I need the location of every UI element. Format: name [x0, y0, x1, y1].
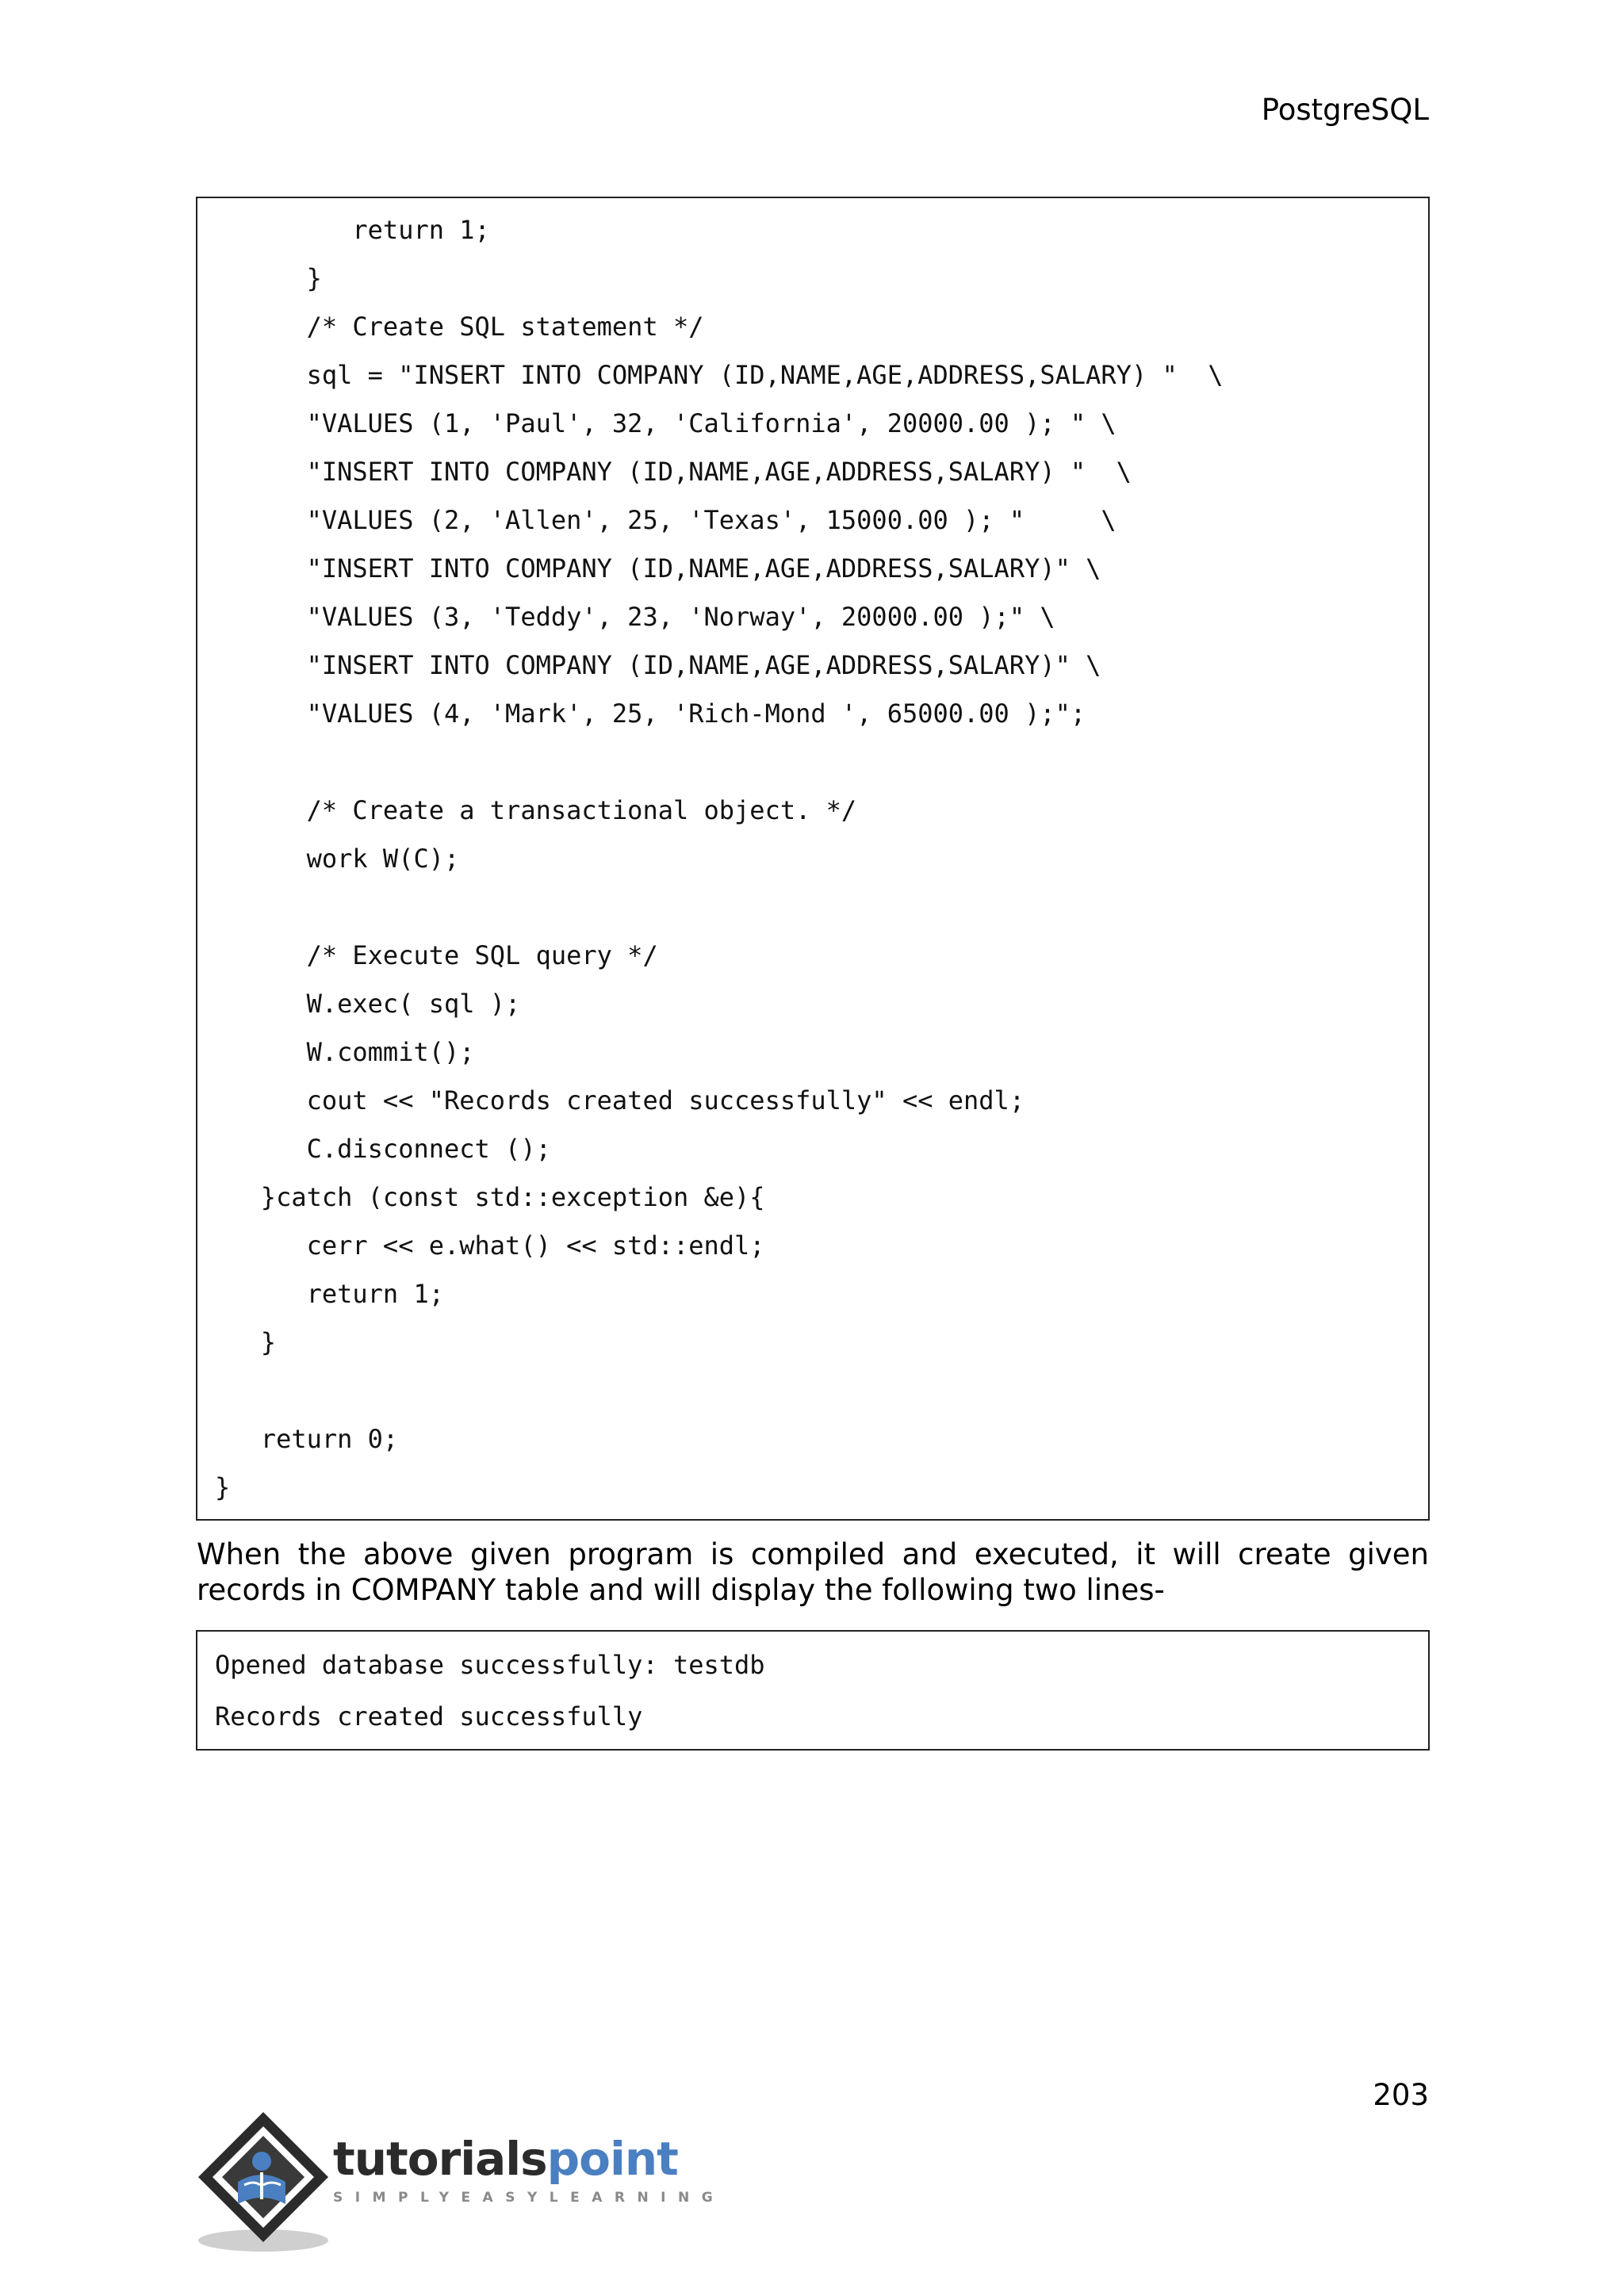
code-line: return 0;	[215, 1424, 399, 1454]
tutorialspoint-logo-icon	[193, 2106, 336, 2256]
code-line: "VALUES (3, 'Teddy', 23, 'Norway', 20000.00 );" \	[215, 602, 1055, 632]
logo-wordmark-part2: point	[546, 2132, 678, 2186]
output-block	[196, 1630, 1430, 1751]
code-line: cerr << e.what() << std::endl;	[215, 1230, 765, 1261]
code-block	[196, 197, 1430, 1521]
body-paragraph: When the above given program is compiled and executed, it will create given records in COMPANY table and will display the following two lines-	[197, 1537, 1429, 1607]
code-line: /* Execute SQL query */	[215, 940, 658, 970]
code-line: }	[215, 1327, 277, 1357]
logo-wordmark-part1: tutorials	[333, 2132, 547, 2186]
page-header-title: PostgreSQL	[1261, 93, 1429, 127]
code-line: }catch (const std::exception &e){	[215, 1182, 765, 1212]
code-line: W.commit();	[215, 1037, 475, 1067]
code-line: cout << "Records created successfully" << endl;	[215, 1085, 1025, 1115]
code-line: return 1;	[215, 215, 490, 245]
logo-wordmark	[333, 2132, 678, 2186]
code-line: "VALUES (4, 'Mark', 25, 'Rich-Mond ', 65000.00 );";	[215, 698, 1086, 729]
code-line: return 1;	[215, 1279, 444, 1309]
code-line: "VALUES (1, 'Paul', 32, 'California', 20000.00 ); " \	[215, 408, 1116, 438]
code-line: "INSERT INTO COMPANY (ID,NAME,AGE,ADDRESS,SALARY) " \	[215, 457, 1132, 487]
code-line: /* Create SQL statement */	[215, 312, 704, 342]
code-line: Opened database successfully: testdb	[215, 1650, 765, 1680]
page-number: 203	[1373, 2078, 1429, 2112]
code-line: }	[215, 263, 322, 293]
code-line: work W(C);	[215, 844, 460, 874]
code-line: /* Create a transactional object. */	[215, 795, 857, 825]
code-line: "INSERT INTO COMPANY (ID,NAME,AGE,ADDRESS,SALARY)" \	[215, 553, 1101, 584]
code-line: }	[215, 1472, 231, 1502]
code-line: W.exec( sql );	[215, 989, 521, 1019]
logo-tagline: SIMPLYEASYLEARNING	[333, 2190, 726, 2206]
code-line: Records created successfully	[215, 1701, 643, 1732]
code-line: "INSERT INTO COMPANY (ID,NAME,AGE,ADDRESS,SALARY)" \	[215, 650, 1101, 680]
tutorialspoint-logo	[193, 2106, 726, 2256]
code-line: sql = "INSERT INTO COMPANY (ID,NAME,AGE,ADDRESS,SALARY) " \	[215, 360, 1224, 390]
code-line: "VALUES (2, 'Allen', 25, 'Texas', 15000.00 ); " \	[215, 505, 1116, 535]
code-line: C.disconnect ();	[215, 1134, 551, 1164]
